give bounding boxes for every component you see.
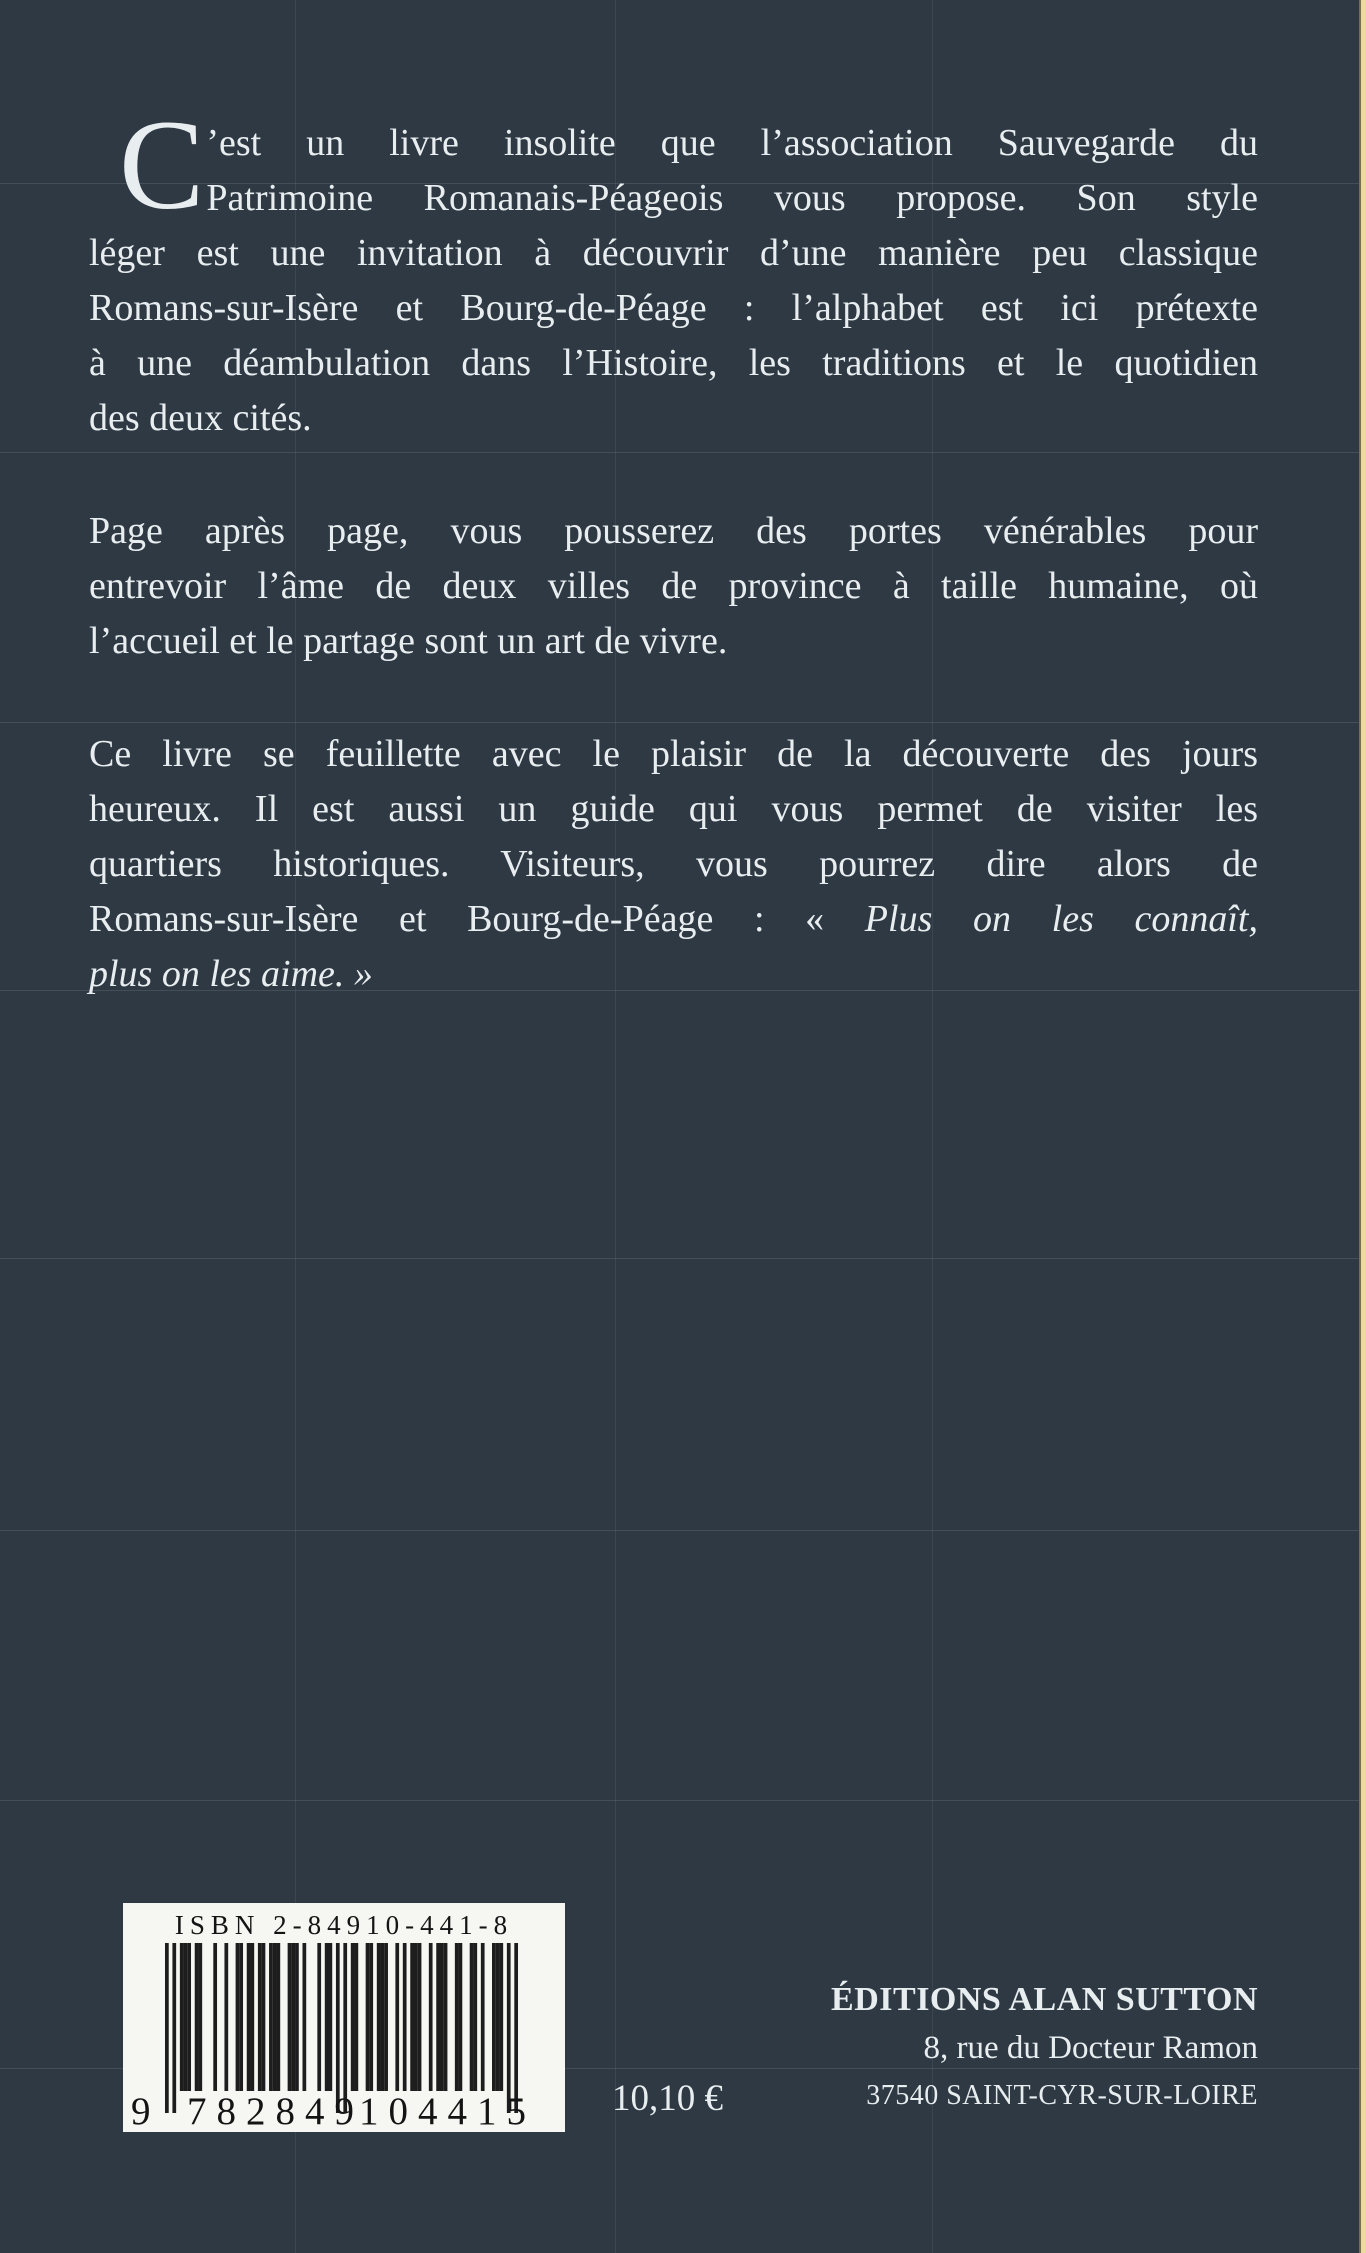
publisher-name: ÉDITIONS ALAN SUTTON xyxy=(831,1981,1258,2018)
body-line xyxy=(89,614,1258,669)
body-line xyxy=(89,504,1258,559)
publisher-city: 37540 SAINT-CYR-SUR-LOIRE xyxy=(866,2080,1258,2111)
ean-digit-group: 782849 xyxy=(187,2090,364,2133)
body-text: Ce livre se feuillette avec le plaisir de la découverte des jours xyxy=(89,733,1258,775)
body-text: à une déambulation dans l’Histoire, les traditions et le quotidien xyxy=(89,342,1258,384)
blurb-paragraph xyxy=(89,727,1258,1002)
body-line xyxy=(89,559,1258,614)
body-line xyxy=(89,226,1258,281)
publisher-address: 8, rue du Docteur Ramon xyxy=(923,2030,1258,2066)
quote-italic-text: Plus on les connaît, xyxy=(864,898,1258,940)
body-text: heureux. Il est aussi un guide qui vous permet de visiter les xyxy=(89,788,1258,830)
body-text: ’est un livre insolite que l’association Sauvegarde du xyxy=(206,122,1258,164)
page-edge-strip xyxy=(1359,0,1366,2253)
body-text: léger est une invitation à découvrir d’une manière peu classique xyxy=(89,232,1258,274)
body-line xyxy=(89,782,1258,837)
blurb-paragraph xyxy=(89,504,1258,669)
ean-digit-group: 104415 xyxy=(359,2090,536,2133)
blurb-text-column xyxy=(89,94,1258,1060)
price-label: 10,10 € xyxy=(612,2078,723,2119)
body-text: entrevoir l’âme de deux villes de province à taille humaine, où xyxy=(89,565,1258,607)
body-line xyxy=(89,727,1258,782)
quote-italic-text: plus on les aime. » xyxy=(89,953,373,995)
body-line xyxy=(89,391,1258,446)
body-text: Patrimoine Romanais-Péageois vous propose. Son style xyxy=(206,177,1258,219)
body-line xyxy=(89,837,1258,892)
crease-line-h xyxy=(0,1258,1366,1259)
body-text: Romans-sur-Isère et Bourg-de-Péage : « xyxy=(89,898,865,940)
body-line xyxy=(89,116,1258,171)
ean-digit-group: 9 xyxy=(131,2090,151,2133)
body-line xyxy=(89,281,1258,336)
publisher-block xyxy=(831,1976,1258,2120)
crease-line-h xyxy=(0,1800,1366,1801)
body-line xyxy=(89,171,1258,226)
body-line xyxy=(89,336,1258,391)
body-text: l’accueil et le partage sont un art de vivre. xyxy=(89,620,728,662)
body-text: quartiers historiques. Visiteurs, vous pourrez dire alors de xyxy=(89,843,1258,885)
dropcap-letter: C xyxy=(119,94,205,236)
isbn-label: ISBN 2-84910-441-8 xyxy=(174,1910,514,1940)
body-line xyxy=(89,892,1258,947)
crease-line-h xyxy=(0,1530,1366,1531)
body-line xyxy=(89,947,1258,1002)
blurb-paragraph xyxy=(89,94,1258,446)
body-text: des deux cités. xyxy=(89,397,312,439)
barcode xyxy=(123,1903,565,2132)
body-text: Page après page, vous pousserez des portes vénérables pour xyxy=(89,510,1258,552)
body-text: Romans-sur-Isère et Bourg-de-Péage : l’alphabet est ici prétexte xyxy=(89,287,1258,329)
